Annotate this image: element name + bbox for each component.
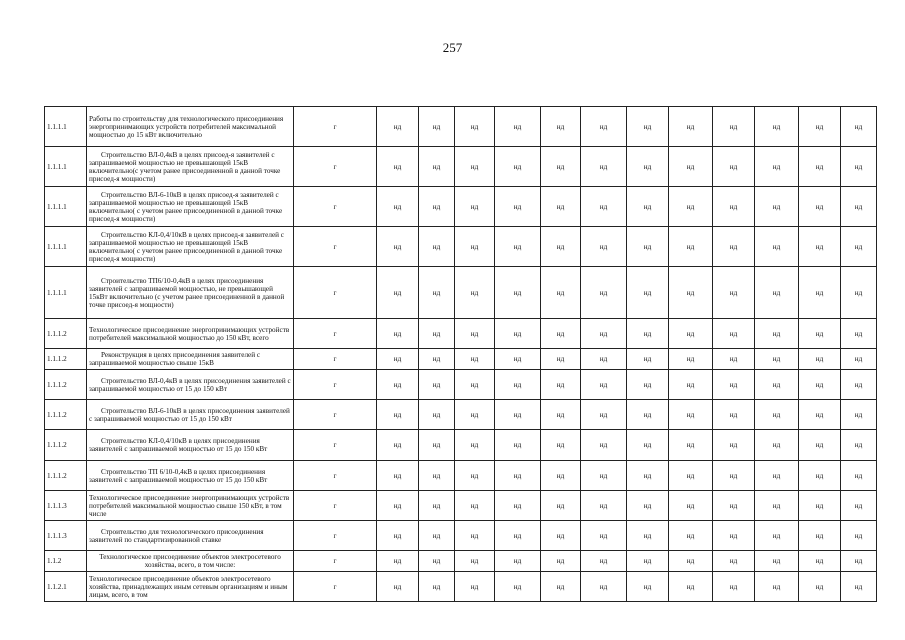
value-cell: нд <box>669 461 713 491</box>
value-cell: нд <box>799 521 841 551</box>
value-cell: нд <box>799 267 841 319</box>
value-cell: нд <box>669 551 713 572</box>
value-cell: нд <box>419 370 455 400</box>
value-cell: нд <box>841 461 877 491</box>
table-row <box>45 187 877 227</box>
value-cell: нд <box>541 147 581 187</box>
value-cell: нд <box>419 267 455 319</box>
value-cell: нд <box>495 461 541 491</box>
value-cell: нд <box>713 572 755 602</box>
value-cell: нд <box>799 227 841 267</box>
value-cell: нд <box>841 551 877 572</box>
value-cell: нд <box>799 107 841 147</box>
value-cell: нд <box>799 551 841 572</box>
value-cell: нд <box>455 349 495 370</box>
row-code: 1.1.1.2 <box>45 349 87 370</box>
value-cell: нд <box>799 319 841 349</box>
row-description: Строительство КЛ-0,4/10кВ в целях присоед-я заявителей с запрашиваемой мощностью не превышающей 15кВ включительно( с учетом ранее присоединенной в данной точке присоед-я мощности) <box>87 227 294 267</box>
value-cell: нд <box>541 521 581 551</box>
value-cell: нд <box>581 107 627 147</box>
value-cell: нд <box>841 521 877 551</box>
value-cell: нд <box>541 551 581 572</box>
value-cell: нд <box>377 430 419 461</box>
value-cell: нд <box>755 370 799 400</box>
value-cell: нд <box>495 521 541 551</box>
value-cell: нд <box>627 107 669 147</box>
row-description: Реконструкция в целях присоединения заявителей с запрашиваемой мощностью свыше 15кВ <box>87 349 294 370</box>
value-cell: нд <box>627 521 669 551</box>
value-cell: нд <box>713 227 755 267</box>
value-cell: нд <box>841 400 877 430</box>
value-cell: нд <box>841 147 877 187</box>
value-cell: нд <box>713 267 755 319</box>
value-cell: нд <box>841 430 877 461</box>
value-cell: нд <box>627 551 669 572</box>
value-cell: нд <box>755 551 799 572</box>
value-cell: нд <box>713 147 755 187</box>
row-code: 1.1.1.2 <box>45 430 87 461</box>
table-row <box>45 430 877 461</box>
value-cell: нд <box>669 187 713 227</box>
value-cell: нд <box>581 187 627 227</box>
value-cell: нд <box>669 521 713 551</box>
value-cell: нд <box>713 319 755 349</box>
value-cell: нд <box>581 147 627 187</box>
value-cell: нд <box>581 370 627 400</box>
row-unit: г <box>294 267 377 319</box>
value-cell: нд <box>581 572 627 602</box>
value-cell: нд <box>581 349 627 370</box>
value-cell: нд <box>377 370 419 400</box>
row-unit: г <box>294 491 377 521</box>
value-cell: нд <box>799 461 841 491</box>
value-cell: нд <box>581 400 627 430</box>
value-cell: нд <box>669 400 713 430</box>
row-code: 1.1.1.2 <box>45 319 87 349</box>
value-cell: нд <box>799 349 841 370</box>
value-cell: нд <box>495 227 541 267</box>
table-row <box>45 400 877 430</box>
value-cell: нд <box>627 227 669 267</box>
value-cell: нд <box>495 370 541 400</box>
row-description: Работы по строительству для технологического присоединения энергопринимающих устройств потребителей максимальной мощностью до 15 кВт включительно <box>87 107 294 147</box>
value-cell: нд <box>841 319 877 349</box>
value-cell: нд <box>841 187 877 227</box>
value-cell: нд <box>419 107 455 147</box>
value-cell: нд <box>541 400 581 430</box>
row-code: 1.1.1.1 <box>45 147 87 187</box>
row-description: Технологическое присоединение энергопринимающих устройств потребителей максимальной мощностью до 150 кВт, всего <box>87 319 294 349</box>
row-unit: г <box>294 370 377 400</box>
value-cell: нд <box>419 400 455 430</box>
row-description: Технологическое присоединение объектов электросетевого хозяйства, всего, в том числе: <box>87 551 294 572</box>
value-cell: нд <box>669 349 713 370</box>
value-cell: нд <box>669 491 713 521</box>
table-row <box>45 227 877 267</box>
row-code: 1.1.2.1 <box>45 572 87 602</box>
table-row <box>45 521 877 551</box>
value-cell: нд <box>455 147 495 187</box>
row-unit: г <box>294 107 377 147</box>
value-cell: нд <box>541 370 581 400</box>
value-cell: нд <box>455 551 495 572</box>
value-cell: нд <box>377 187 419 227</box>
value-cell: нд <box>495 107 541 147</box>
row-description: Строительство ТП 6/10-0,4кВ в целях присоединения заявителей с запрашиваемой мощностью от 15 до 150 кВт <box>87 461 294 491</box>
value-cell: нд <box>841 349 877 370</box>
value-cell: нд <box>455 267 495 319</box>
value-cell: нд <box>419 491 455 521</box>
table-row <box>45 107 877 147</box>
value-cell: нд <box>419 319 455 349</box>
value-cell: нд <box>627 461 669 491</box>
value-cell: нд <box>799 572 841 602</box>
table-row <box>45 572 877 602</box>
value-cell: нд <box>669 267 713 319</box>
value-cell: нд <box>455 430 495 461</box>
table-row <box>45 349 877 370</box>
row-code: 1.1.1.2 <box>45 461 87 491</box>
value-cell: нд <box>455 572 495 602</box>
value-cell: нд <box>495 491 541 521</box>
value-cell: нд <box>495 551 541 572</box>
value-cell: нд <box>581 461 627 491</box>
row-unit: г <box>294 521 377 551</box>
value-cell: нд <box>419 521 455 551</box>
row-unit: г <box>294 430 377 461</box>
row-description: Строительство ВЛ-0,4кВ в целях присоединения заявителей с запрашиваемой мощностью от 15 до 150 кВт <box>87 370 294 400</box>
value-cell: нд <box>455 491 495 521</box>
value-cell: нд <box>755 461 799 491</box>
value-cell: нд <box>419 572 455 602</box>
value-cell: нд <box>419 227 455 267</box>
table-body <box>45 107 877 602</box>
row-description: Строительство ВЛ-6-10кВ в целях присоед-я заявителей с запрашиваемой мощностью не превышающей 15кВ включительно( с учетом ранее присоединенной в данной точке присоед-я мощности) <box>87 187 294 227</box>
value-cell: нд <box>455 370 495 400</box>
value-cell: нд <box>377 461 419 491</box>
value-cell: нд <box>755 400 799 430</box>
value-cell: нд <box>627 430 669 461</box>
value-cell: нд <box>455 461 495 491</box>
row-description: Строительство для технологического присоединения заявителей по стандартизированной ставке <box>87 521 294 551</box>
value-cell: нд <box>713 430 755 461</box>
value-cell: нд <box>669 227 713 267</box>
value-cell: нд <box>755 107 799 147</box>
value-cell: нд <box>669 370 713 400</box>
row-code: 1.1.1.3 <box>45 521 87 551</box>
value-cell: нд <box>455 227 495 267</box>
row-unit: г <box>294 400 377 430</box>
row-code: 1.1.1.1 <box>45 227 87 267</box>
value-cell: нд <box>377 107 419 147</box>
value-cell: нд <box>627 147 669 187</box>
value-cell: нд <box>755 147 799 187</box>
value-cell: нд <box>495 349 541 370</box>
value-cell: нд <box>377 551 419 572</box>
value-cell: нд <box>713 370 755 400</box>
row-description: Строительство ТП6/10-0,4кВ в целях присоединения заявителей с запрашиваемой мощностью, не превышающей 15кВт включительно (с учетом ранее присоединенной в данной точке присоед-я мощности) <box>87 267 294 319</box>
row-unit: г <box>294 227 377 267</box>
value-cell: нд <box>755 430 799 461</box>
value-cell: нд <box>419 430 455 461</box>
value-cell: нд <box>713 521 755 551</box>
table-row <box>45 147 877 187</box>
value-cell: нд <box>669 572 713 602</box>
row-unit: г <box>294 187 377 227</box>
value-cell: нд <box>713 400 755 430</box>
row-unit: г <box>294 147 377 187</box>
value-cell: нд <box>799 187 841 227</box>
value-cell: нд <box>799 400 841 430</box>
row-unit: г <box>294 461 377 491</box>
value-cell: нд <box>377 267 419 319</box>
value-cell: нд <box>419 461 455 491</box>
value-cell: нд <box>455 521 495 551</box>
value-cell: нд <box>627 349 669 370</box>
page-number: 257 <box>442 40 463 55</box>
value-cell: нд <box>541 227 581 267</box>
value-cell: нд <box>755 187 799 227</box>
value-cell: нд <box>377 147 419 187</box>
value-cell: нд <box>377 572 419 602</box>
row-code: 1.1.1.1 <box>45 107 87 147</box>
value-cell: нд <box>455 107 495 147</box>
value-cell: нд <box>581 267 627 319</box>
value-cell: нд <box>419 349 455 370</box>
value-cell: нд <box>627 319 669 349</box>
row-description: Технологическое присоединение объектов электросетевого хозяйства, принадлежащих иным сетевым организациям и иным лицам, всего, в том <box>87 572 294 602</box>
row-code: 1.1.1.1 <box>45 187 87 227</box>
row-unit: г <box>294 572 377 602</box>
value-cell: нд <box>581 521 627 551</box>
value-cell: нд <box>495 319 541 349</box>
value-cell: нд <box>541 491 581 521</box>
value-cell: нд <box>669 430 713 461</box>
value-cell: нд <box>841 370 877 400</box>
value-cell: нд <box>841 267 877 319</box>
value-cell: нд <box>755 349 799 370</box>
value-cell: нд <box>799 430 841 461</box>
value-cell: нд <box>713 461 755 491</box>
value-cell: нд <box>581 319 627 349</box>
row-code: 1.1.2 <box>45 551 87 572</box>
value-cell: нд <box>799 491 841 521</box>
value-cell: нд <box>377 521 419 551</box>
value-cell: нд <box>627 491 669 521</box>
value-cell: нд <box>755 572 799 602</box>
value-cell: нд <box>669 319 713 349</box>
value-cell: нд <box>841 107 877 147</box>
value-cell: нд <box>669 107 713 147</box>
row-description: Строительство КЛ-0,4/10кВ в целях присоединения заявителей с запрашиваемой мощностью от 15 до 150 кВт <box>87 430 294 461</box>
value-cell: нд <box>495 147 541 187</box>
table-row <box>45 461 877 491</box>
row-description: Строительство ВЛ-0,4кВ в целях присоед-я заявителей с запрашиваемой мощностью не превышающей 15кВ включительно(с учетом ранее присоединенной в данной точке присоед-я мощности) <box>87 147 294 187</box>
value-cell: нд <box>495 572 541 602</box>
row-unit: г <box>294 551 377 572</box>
table-row <box>45 551 877 572</box>
value-cell: нд <box>627 370 669 400</box>
investment-table <box>44 106 877 602</box>
value-cell: нд <box>377 400 419 430</box>
value-cell: нд <box>581 430 627 461</box>
value-cell: нд <box>799 147 841 187</box>
value-cell: нд <box>419 187 455 227</box>
value-cell: нд <box>841 227 877 267</box>
value-cell: нд <box>541 107 581 147</box>
value-cell: нд <box>713 491 755 521</box>
value-cell: нд <box>541 572 581 602</box>
value-cell: нд <box>627 187 669 227</box>
value-cell: нд <box>841 572 877 602</box>
row-description: Строительство ВЛ-6-10кВ в целях присоединения заявителей с запрашиваемой мощностью от 15 до 150 кВт <box>87 400 294 430</box>
row-description: Технологическое присоединение энергопринимающих устройств потребителей максимальной мощностью свыше 150 кВт, в том числе <box>87 491 294 521</box>
value-cell: нд <box>541 349 581 370</box>
value-cell: нд <box>755 319 799 349</box>
value-cell: нд <box>495 430 541 461</box>
row-code: 1.1.1.2 <box>45 400 87 430</box>
value-cell: нд <box>799 370 841 400</box>
value-cell: нд <box>541 319 581 349</box>
value-cell: нд <box>419 147 455 187</box>
table-row <box>45 319 877 349</box>
value-cell: нд <box>541 267 581 319</box>
row-code: 1.1.1.3 <box>45 491 87 521</box>
value-cell: нд <box>377 491 419 521</box>
value-cell: нд <box>495 400 541 430</box>
value-cell: нд <box>581 491 627 521</box>
value-cell: нд <box>755 227 799 267</box>
value-cell: нд <box>755 521 799 551</box>
value-cell: нд <box>541 461 581 491</box>
value-cell: нд <box>377 319 419 349</box>
value-cell: нд <box>713 187 755 227</box>
value-cell: нд <box>495 267 541 319</box>
value-cell: нд <box>627 267 669 319</box>
row-unit: г <box>294 319 377 349</box>
value-cell: нд <box>419 551 455 572</box>
value-cell: нд <box>377 349 419 370</box>
row-code: 1.1.1.1 <box>45 267 87 319</box>
value-cell: нд <box>581 551 627 572</box>
value-cell: нд <box>541 430 581 461</box>
value-cell: нд <box>627 400 669 430</box>
value-cell: нд <box>755 491 799 521</box>
value-cell: нд <box>713 551 755 572</box>
table-row <box>45 267 877 319</box>
value-cell: нд <box>841 491 877 521</box>
value-cell: нд <box>455 400 495 430</box>
value-cell: нд <box>455 319 495 349</box>
value-cell: нд <box>627 572 669 602</box>
row-unit: г <box>294 349 377 370</box>
table-row <box>45 491 877 521</box>
value-cell: нд <box>455 187 495 227</box>
value-cell: нд <box>713 349 755 370</box>
value-cell: нд <box>669 147 713 187</box>
value-cell: нд <box>495 187 541 227</box>
value-cell: нд <box>755 267 799 319</box>
row-code: 1.1.1.2 <box>45 370 87 400</box>
value-cell: нд <box>713 107 755 147</box>
value-cell: нд <box>581 227 627 267</box>
value-cell: нд <box>377 227 419 267</box>
table-row <box>45 370 877 400</box>
value-cell: нд <box>541 187 581 227</box>
